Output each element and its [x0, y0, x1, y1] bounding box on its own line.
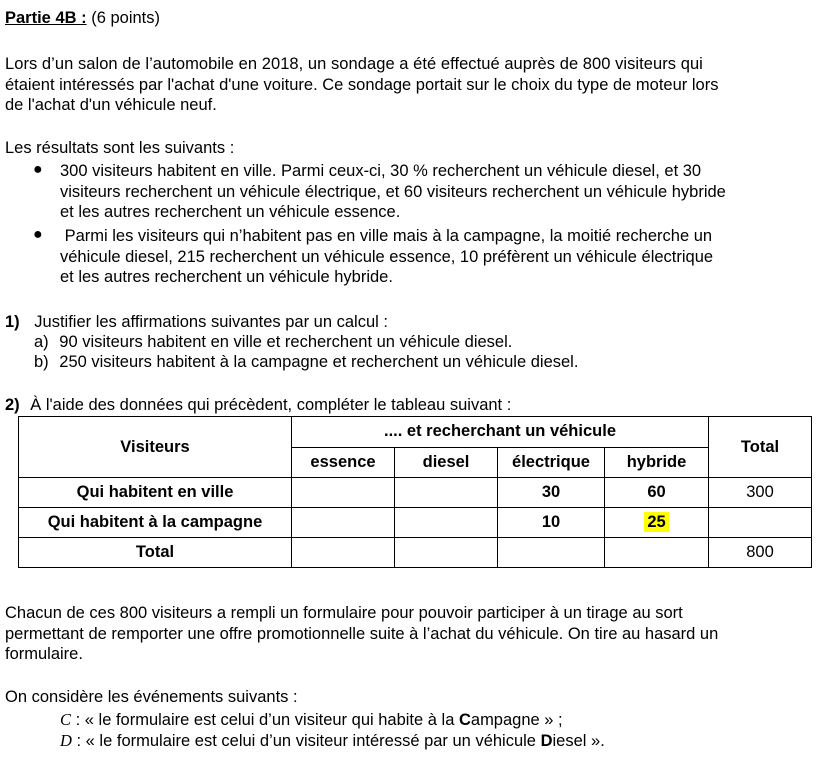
event-text: : « le formulaire est celui d’un visiteur intéressé par un véhicule — [71, 732, 541, 750]
item-text: 250 visiteurs habitent à la campagne et recherchent un véhicule diesel. — [59, 353, 579, 371]
question-1 — [5, 313, 388, 332]
cell-electrique: 10 — [498, 508, 605, 538]
part-title — [5, 9, 160, 28]
cell-electrique: 30 — [498, 478, 605, 508]
cell-hybride: 60 — [605, 478, 709, 508]
draw-paragraph — [5, 603, 718, 665]
header-total: Total — [709, 417, 812, 478]
cell-essence — [292, 478, 395, 508]
events-heading: On considère les événements suivants : — [5, 688, 298, 706]
question-1a — [34, 333, 512, 352]
row-label: Qui habitent à la campagne — [19, 508, 292, 538]
header-hybride: hybride — [605, 447, 709, 478]
question-text: Justifier les affirmations suivantes par un calcul : — [34, 313, 388, 331]
part-label: Partie 4B : — [5, 9, 87, 27]
intro-line: étaient intéressés par l'achat d'une voiture. Ce sondage portait sur le choix du type de moteur lors — [5, 75, 719, 94]
bullet-line: véhicule diesel, 215 recherchent un véhicule essence, 10 préfèrent un véhicule électrique — [60, 247, 714, 266]
item-letter: a) — [34, 333, 49, 351]
cell-essence — [292, 508, 395, 538]
header-diesel: diesel — [395, 447, 498, 478]
row-label: Qui habitent en ville — [19, 478, 292, 508]
draw-line: Chacun de ces 800 visiteurs a rempli un formulaire pour pouvoir participer à un tirage au sort — [5, 604, 683, 622]
draw-line: formulaire. — [5, 645, 83, 663]
event-text: iesel ». — [552, 732, 605, 750]
bullet-line: et les autres recherchent un véhicule hybride. — [60, 268, 393, 286]
intro-line: de l'achat d'un véhicule neuf. — [5, 96, 217, 114]
table-row — [19, 538, 812, 568]
question-text: À l'aide des données qui précèdent, compléter le tableau suivant : — [30, 396, 512, 414]
event-symbol: C — [60, 710, 72, 729]
cell-electrique — [498, 538, 605, 568]
event-d — [60, 731, 605, 751]
results-table — [18, 416, 812, 568]
cell-diesel — [395, 478, 498, 508]
table-row — [19, 478, 812, 508]
header-essence: essence — [292, 447, 395, 478]
event-symbol: D — [60, 731, 72, 750]
event-c — [60, 710, 563, 730]
intro-line: Lors d’un salon de l’automobile en 2018, un sondage a été effectué auprès de 800 visiteurs qui — [5, 55, 703, 73]
event-bold-letter: C — [458, 711, 471, 729]
bullet-item — [60, 161, 726, 223]
bullet-line: 300 visiteurs habitent en ville. Parmi ceux-ci, 30 % recherchent un véhicule diesel, et 30 — [60, 162, 702, 180]
cell-essence — [292, 538, 395, 568]
bullet-dot-icon: ● — [33, 226, 43, 243]
part-points: (6 points) — [86, 9, 160, 27]
cell-hybride — [605, 538, 709, 568]
cell-diesel — [395, 538, 498, 568]
draw-line: permettant de remporter une offre promotionnelle suite à l’achat du véhicule. On tire au hasard un — [5, 624, 719, 643]
header-group: .... et recherchant un véhicule — [292, 417, 709, 448]
item-letter: b) — [34, 353, 49, 371]
table-row — [19, 508, 812, 538]
bullet-line: et les autres recherchent un véhicule essence. — [60, 203, 401, 221]
question-1b — [34, 353, 578, 372]
cell-diesel — [395, 508, 498, 538]
bullet-item — [60, 226, 713, 288]
question-2 — [5, 396, 511, 415]
bullet-line: Parmi les visiteurs qui n’habitent pas en ville mais à la campagne, la moitié recherche un — [60, 227, 713, 245]
cell-total: 800 — [709, 538, 812, 568]
event-text: ampagne » ; — [470, 711, 563, 729]
question-number: 2) — [5, 396, 20, 414]
question-number: 1) — [5, 313, 20, 331]
bullet-dot-icon: ● — [33, 161, 43, 178]
results-heading: Les résultats sont les suivants : — [5, 139, 235, 157]
header-visitors: Visiteurs — [19, 417, 292, 478]
intro-paragraph — [5, 54, 718, 116]
cell-hybride — [605, 508, 709, 538]
row-label: Total — [19, 538, 292, 568]
event-text: : « le formulaire est celui d’un visiteur qui habite à la — [71, 711, 459, 729]
highlighted-value: 25 — [644, 512, 668, 532]
header-electrique: électrique — [498, 447, 605, 478]
cell-total — [709, 508, 812, 538]
event-bold-letter: D — [540, 732, 553, 750]
bullet-line: visiteurs recherchent un véhicule électrique, et 60 visiteurs recherchent un véhicule hybride — [60, 182, 726, 201]
item-text: 90 visiteurs habitent en ville et recherchent un véhicule diesel. — [59, 333, 513, 351]
cell-total: 300 — [709, 478, 812, 508]
